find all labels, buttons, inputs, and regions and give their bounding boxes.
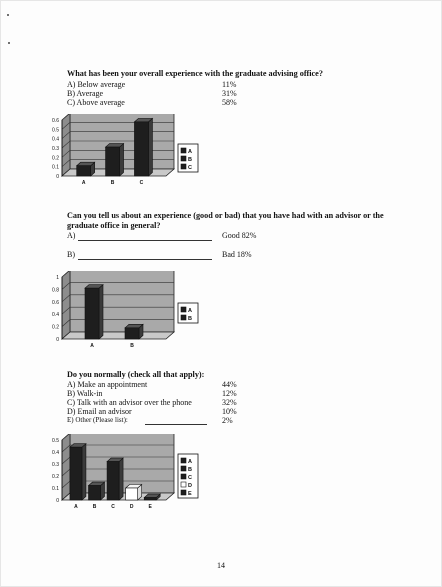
chart-y-tick-label: 0.1	[52, 486, 59, 492]
chart-y-tick-label: 0.5	[52, 438, 59, 444]
question-2-title-line1: Can you tell us about an experience (good or bad) that you have had with an advisor or the	[67, 211, 384, 220]
chart-bar	[70, 444, 86, 500]
chart-bar	[85, 285, 103, 339]
chart-bar	[107, 458, 123, 500]
chart-legend-swatch	[181, 474, 186, 479]
question-2-title-line2: graduate office in general?	[67, 221, 161, 230]
q1-option-a: A) Below average	[67, 80, 126, 89]
chart-bar	[106, 144, 124, 176]
chart-y-tick-label: 0.6	[52, 299, 59, 306]
q3-option-a: A) Make an appointment	[67, 380, 148, 389]
scan-speck	[7, 14, 9, 16]
chart-legend-swatch	[181, 482, 186, 487]
chart-y-tick-label: 0.4	[52, 312, 59, 319]
chart-q2	[32, 271, 202, 359]
question-1-title: What has been your overall experience with the graduate advising office?	[67, 69, 323, 78]
q3-option-b-pct: 12%	[222, 389, 237, 398]
chart-x-tick-label: B	[110, 180, 115, 186]
chart-legend-label: B	[188, 157, 192, 163]
chart-legend-label: C	[188, 165, 192, 171]
chart-q1	[32, 114, 202, 196]
chart-y-tick-label: 0.4	[52, 136, 59, 143]
chart-side-wall	[62, 271, 70, 339]
q3-option-c: C) Talk with an advisor over the phone	[67, 398, 192, 407]
chart-y-tick-label: 0.2	[52, 324, 59, 331]
chart-legend-label: A	[188, 308, 192, 314]
chart-x-tick-label: E	[148, 504, 152, 510]
q1-option-c-pct: 58%	[222, 98, 237, 107]
chart-legend-swatch	[181, 156, 186, 161]
chart-bar	[77, 162, 95, 176]
chart-svg	[32, 114, 202, 196]
q3-option-e-line	[145, 424, 207, 425]
chart-y-tick-label: 0.1	[52, 164, 59, 171]
chart-y-tick-label: 0.4	[52, 450, 59, 456]
chart-legend-label: A	[188, 149, 192, 155]
chart-legend-swatch	[181, 164, 186, 169]
chart-q3	[32, 434, 202, 520]
chart-legend-label: A	[188, 459, 192, 465]
chart-legend-label: B	[188, 467, 192, 473]
q1-option-a-pct: 11%	[222, 80, 237, 89]
q2-answer-a-label: A)	[67, 231, 76, 240]
q1-option-b-pct: 31%	[222, 89, 237, 98]
q1-option-c: C) Above average	[67, 98, 125, 107]
chart-bar	[134, 118, 152, 176]
chart-bar	[125, 324, 143, 339]
chart-y-tick-label: 0.2	[52, 474, 59, 480]
chart-y-tick-label: 1	[56, 275, 59, 281]
q3-option-e-pct: 2%	[222, 416, 233, 425]
chart-legend-swatch	[181, 315, 186, 320]
scan-speck	[8, 42, 10, 44]
chart-legend-label: E	[188, 491, 192, 497]
chart-legend-swatch	[181, 466, 186, 471]
q2-answer-a-line	[78, 240, 212, 241]
chart-bar	[89, 482, 105, 500]
chart-y-tick-label: 0.6	[52, 118, 59, 124]
q2-answer-b-label: B)	[67, 250, 75, 259]
chart-svg	[32, 271, 202, 359]
chart-legend-label: D	[188, 483, 192, 489]
chart-x-tick-label: A	[90, 343, 94, 349]
q3-option-c-pct: 32%	[222, 398, 237, 407]
chart-legend-swatch	[181, 490, 186, 495]
chart-bar	[126, 485, 142, 501]
chart-y-tick-label: 0	[56, 337, 59, 343]
chart-y-tick-label: 0.2	[52, 155, 59, 162]
chart-y-tick-label: 0	[56, 174, 59, 180]
chart-y-tick-label: 0.5	[52, 127, 59, 134]
q3-option-d-pct: 10%	[222, 407, 237, 416]
page-number: 14	[217, 561, 225, 570]
q2-answer-b-line	[78, 259, 212, 260]
chart-side-wall	[62, 434, 70, 500]
chart-legend-swatch	[181, 458, 186, 463]
q3-option-e: E) Other (Please list):	[67, 416, 128, 424]
chart-x-tick-label: C	[139, 180, 144, 186]
chart-x-tick-label: B	[92, 504, 97, 510]
chart-x-tick-label: A	[74, 504, 78, 510]
q3-option-b: B) Walk-in	[67, 389, 103, 398]
q3-option-d: D) Email an advisor	[67, 407, 132, 416]
chart-x-tick-label: B	[130, 343, 134, 349]
q2-answer-b-result: Bad 18%	[222, 250, 252, 259]
chart-x-tick-label: A	[81, 180, 86, 186]
q1-option-b: B) Average	[67, 89, 104, 98]
chart-legend-label: C	[188, 475, 192, 481]
chart-legend-label: B	[188, 316, 192, 322]
chart-y-tick-label: 0.3	[52, 146, 59, 152]
chart-y-tick-label: 0.8	[52, 287, 59, 294]
chart-floor	[62, 332, 174, 339]
chart-legend-swatch	[181, 148, 186, 153]
chart-x-tick-label: C	[111, 504, 115, 510]
chart-y-tick-label: 0	[56, 498, 59, 504]
question-3-title: Do you normally (check all that apply):	[67, 370, 205, 379]
chart-y-tick-label: 0.3	[52, 462, 59, 468]
chart-legend-swatch	[181, 307, 186, 312]
chart-x-tick-label: D	[129, 504, 134, 510]
q3-option-a-pct: 44%	[222, 380, 237, 389]
chart-svg	[32, 434, 202, 520]
q2-answer-a-result: Good 82%	[222, 231, 257, 240]
